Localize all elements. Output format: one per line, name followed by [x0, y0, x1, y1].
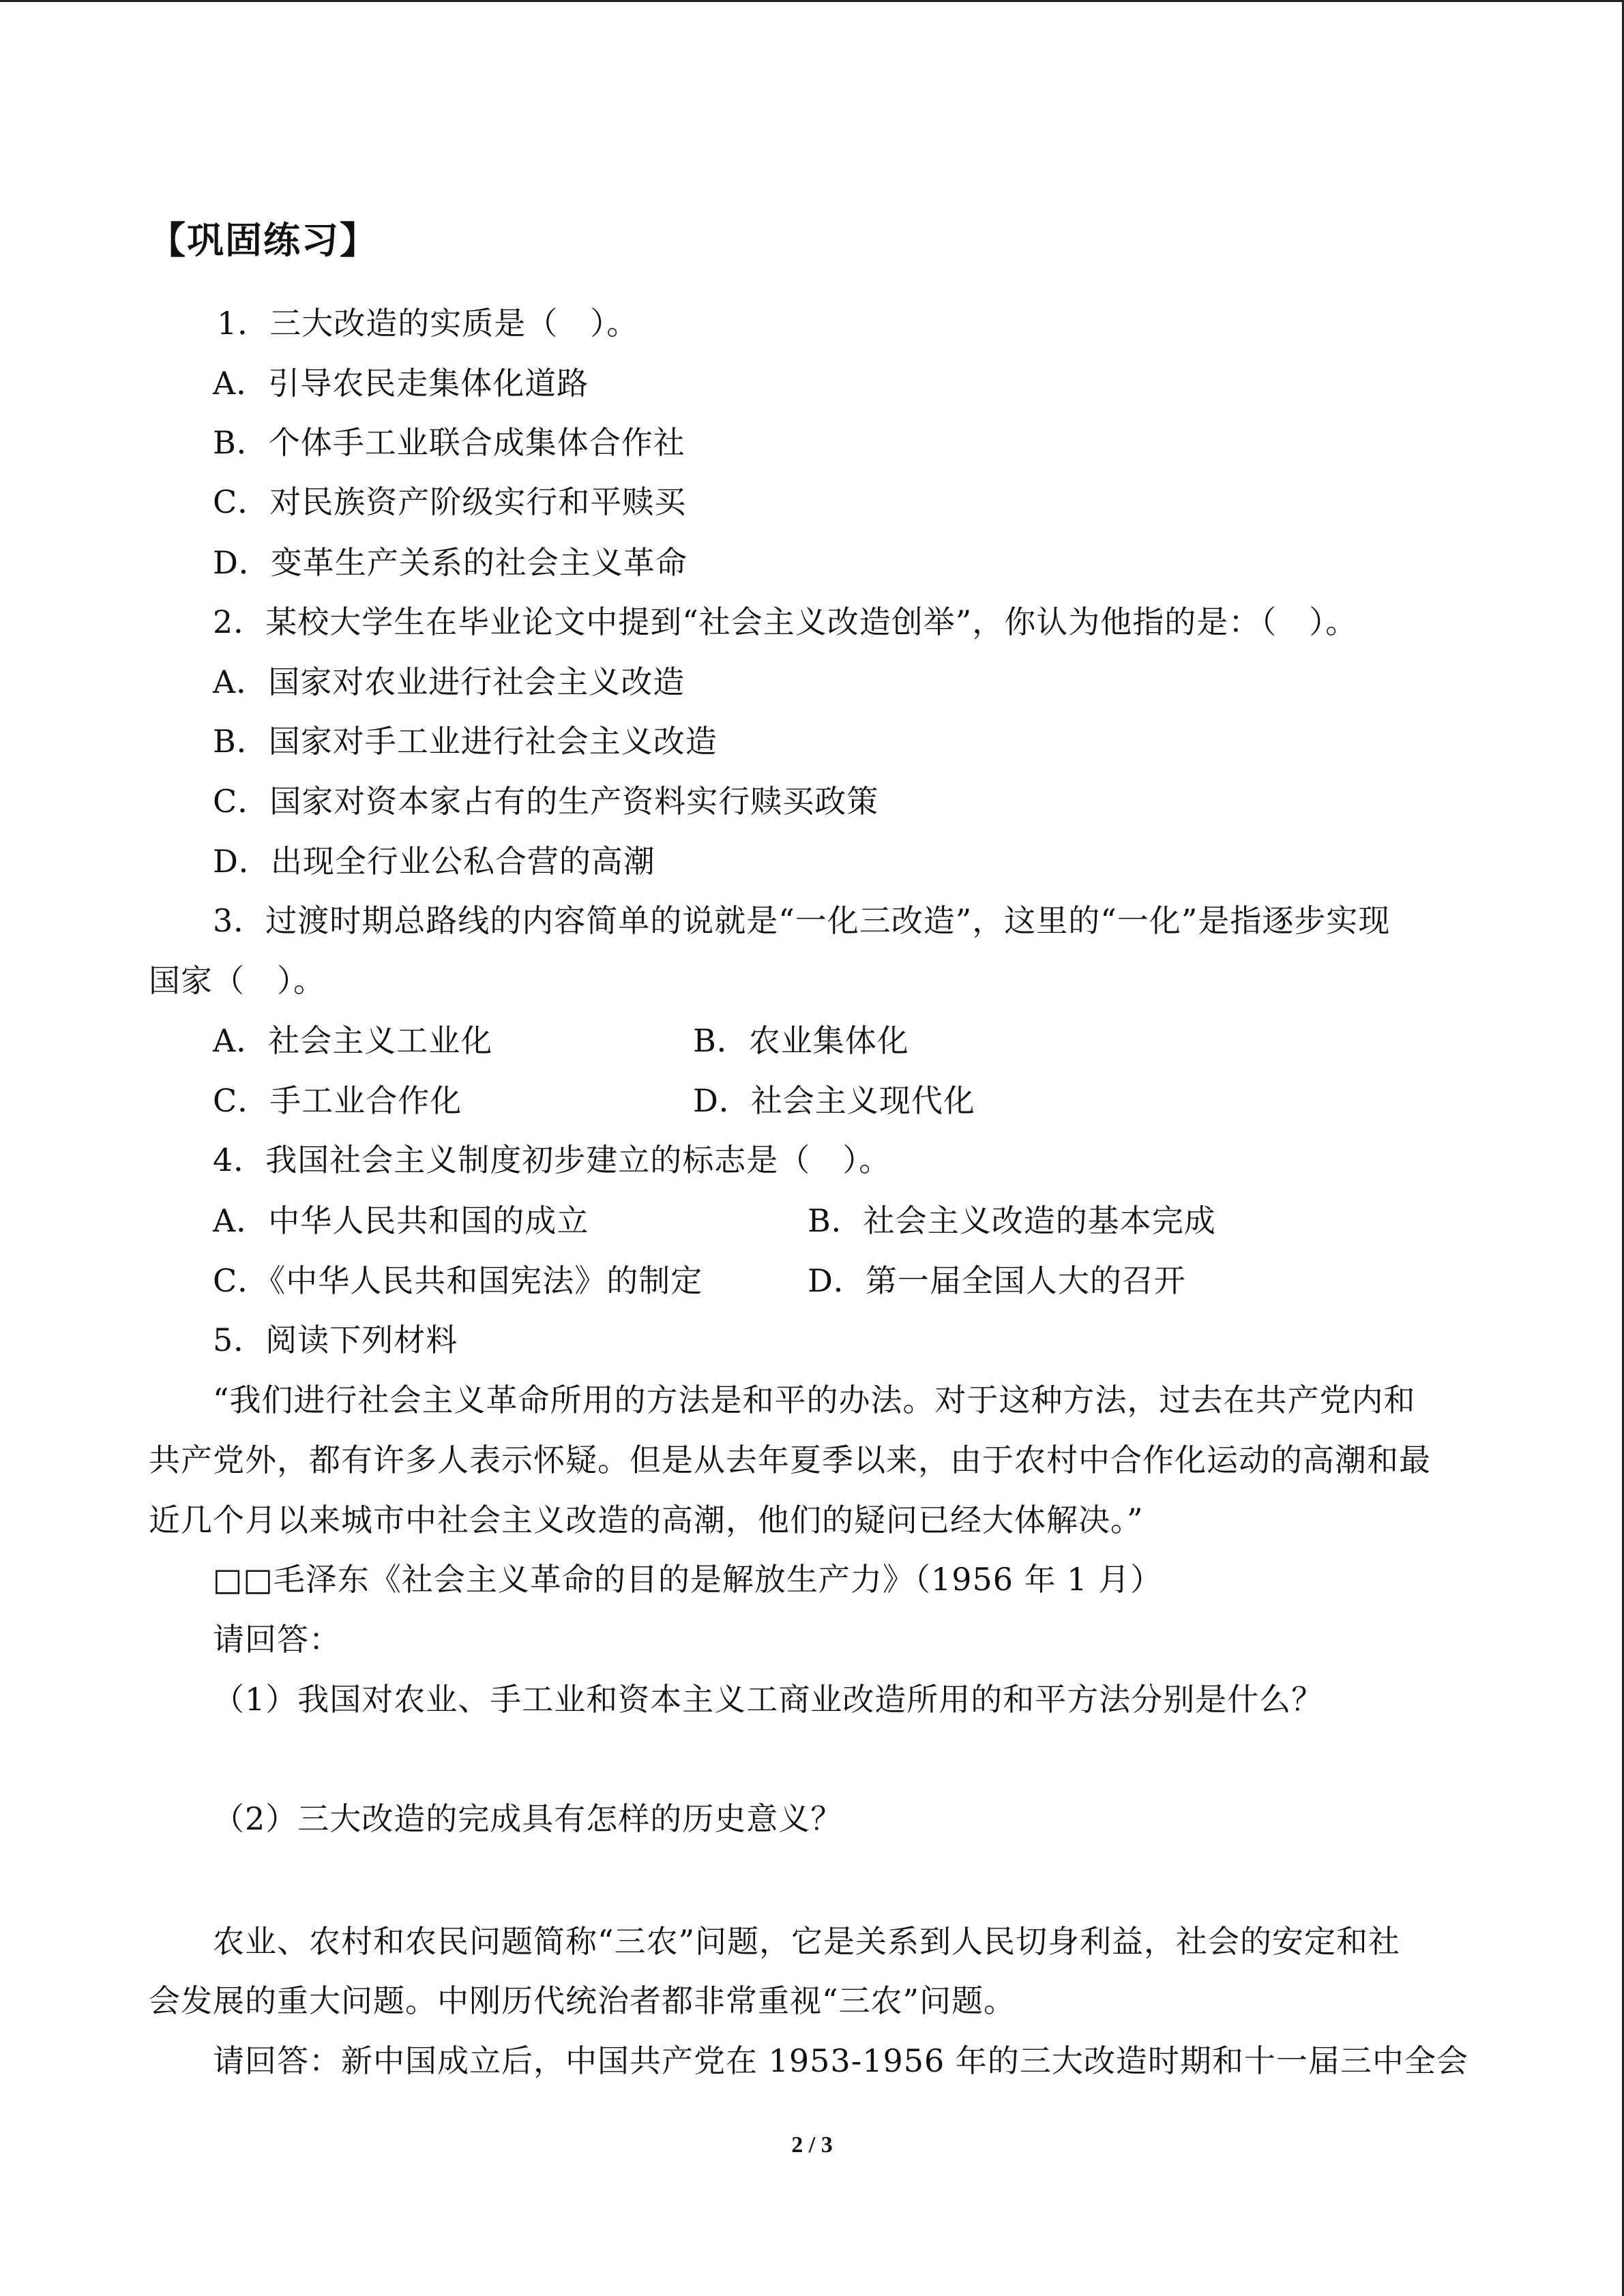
q2-option-b: B．国家对手工业进行社会主义改造 [213, 723, 718, 760]
q5-stem: 5．阅读下列材料 [213, 1322, 458, 1358]
q5-sub-question-2: （2）三大改造的完成具有怎样的历史意义？ [213, 1800, 843, 1837]
q5-quote-line3: 近几个月以来城市中社会主义改造的高潮，他们的疑问已经大体解决。” [149, 1502, 1144, 1538]
q5-sub-question-1: （1）我国对农业、手工业和资本主义工商业改造所用的和平方法分别是什么？ [213, 1681, 1324, 1718]
q5-quote-line1: “我们进行社会主义革命所用的方法是和平的办法。对于这种方法，过去在共产党内和 [213, 1382, 1416, 1418]
q1-option-a: A．引导农民走集体化道路 [213, 365, 589, 402]
q3-option-d: D．社会主义现代化 [693, 1082, 975, 1119]
q4-stem: 4．我国社会主义制度初步建立的标志是（ ）。 [213, 1142, 891, 1178]
q3-option-b: B．农业集体化 [693, 1022, 909, 1059]
q4-option-c: C．《中华人民共和国宪法》的制定 [213, 1262, 703, 1299]
q4-option-a: A．中华人民共和国的成立 [213, 1202, 589, 1239]
q1-option-b: B．个体手工业联合成集体合作社 [213, 424, 685, 461]
q4-option-b: B．社会主义改造的基本完成 [808, 1202, 1216, 1239]
q3-stem-line2: 国家（ ）。 [149, 962, 325, 999]
q2-option-d: D．出现全行业公私合营的高潮 [213, 843, 655, 880]
q1-option-c: C．对民族资产阶级实行和平赎买 [213, 483, 687, 520]
q6-line2: 会发展的重大问题。中刚历代统治者都非常重视“三农”问题。 [149, 1982, 1016, 2019]
q5-prompt: 请回答： [213, 1621, 341, 1658]
q2-option-c: C．国家对资本家占有的生产资料实行赎买政策 [213, 783, 879, 820]
q6-line3: 请回答：新中国成立后，中国共产党在 1953-1956 年的三大改造时期和十一届三中全会 [213, 2042, 1468, 2079]
q3-option-c: C．手工业合作化 [213, 1082, 462, 1119]
q5-source: □□毛泽东《社会主义革命的目的是解放生产力》（1956 年 1 月） [213, 1561, 1163, 1598]
q6-line1: 农业、农村和农民问题简称“三农”问题，它是关系到人民切身利益，社会的安定和社 [213, 1923, 1401, 1960]
q2-option-a: A．国家对农业进行社会主义改造 [213, 664, 685, 700]
q1-option-d: D．变革生产关系的社会主义革命 [213, 544, 688, 581]
page-number: 2 / 3 [791, 2132, 833, 2158]
q2-stem: 2．某校大学生在毕业论文中提到“社会主义改造创举”，你认为他指的是：（ ）。 [213, 603, 1358, 640]
section-title: 【巩固练习】 [149, 219, 378, 262]
q1-stem: 1．三大改造的实质是（ ）。 [217, 305, 639, 342]
q3-option-a: A．社会主义工业化 [213, 1022, 493, 1059]
q3-stem-line1: 3．过渡时期总路线的内容简单的说就是“一化三改造”，这里的“一化”是指逐步实现 [213, 902, 1391, 939]
q5-quote-line2: 共产党外，都有许多人表示怀疑。但是从去年夏季以来，由于农村中合作化运动的高潮和最 [149, 1442, 1431, 1478]
q4-option-d: D．第一届全国人大的召开 [808, 1262, 1186, 1299]
